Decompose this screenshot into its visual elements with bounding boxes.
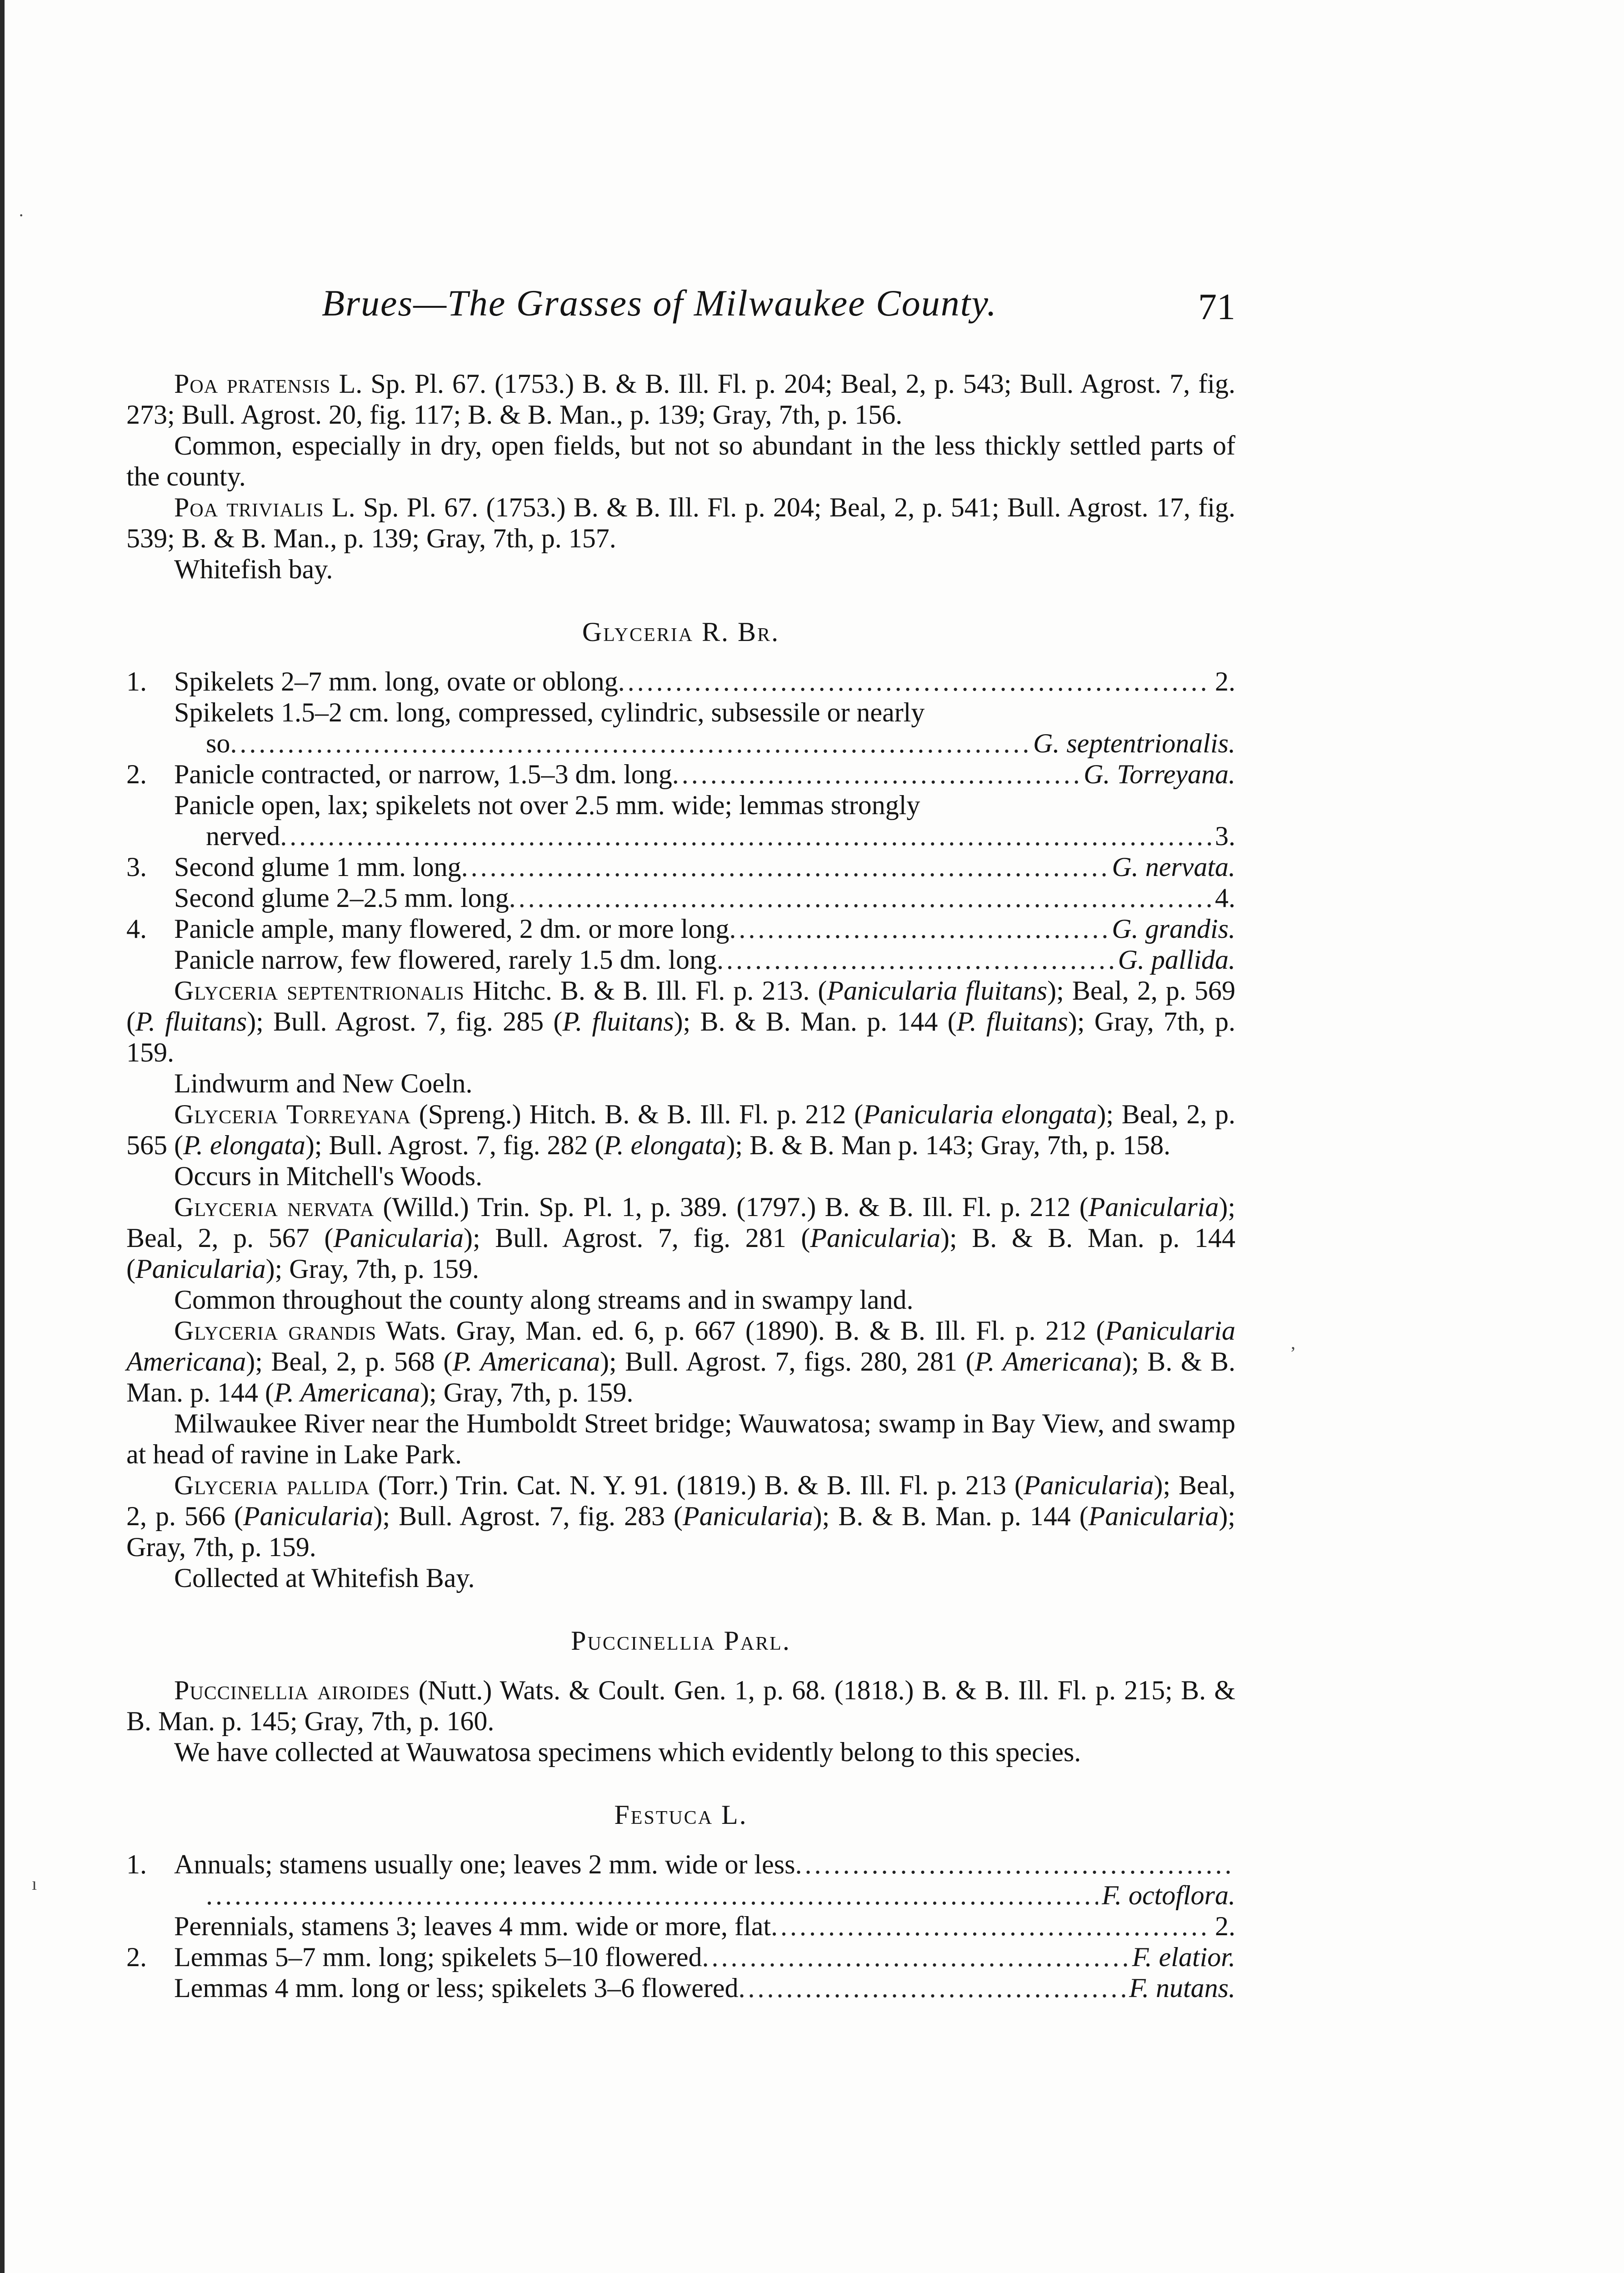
species-name: Glyceria septentrionalis (174, 976, 465, 1006)
page-header (126, 282, 1235, 332)
key-line: Spikelets 1.5–2 cm. long, compressed, cylindric, subsessile or nearly (174, 697, 925, 727)
identification-key-glyceria (126, 666, 1235, 975)
species-entry-glyceria-torreyana: Glyceria Torreyana (Spreng.) Hitch. B. & B. Ill. Fl. p. 212 (Panicularia elongata); Beal, 2, p. 565 (P. elongata); Bull. Agrost. 7, fig. 282 (P. elongata); B. & B. Man p. 143; Gray, 7th, p. 158. (126, 1099, 1235, 1160)
species-name: Glyceria grandis (174, 1316, 377, 1346)
key-line: 2. Lemmas 5–7 mm. long; spikelets 5–10 flowered ..... F. elatior. (126, 1942, 1235, 1973)
species-note: We have collected at Wauwatosa specimens which evidently belong to this species. (174, 1737, 1081, 1767)
species-name: Poa trivialis (174, 492, 324, 522)
scan-speck: ı (32, 1873, 37, 1894)
genus-heading-puccinellia: Puccinellia Parl. (571, 1626, 791, 1656)
scan-speck: · (18, 205, 25, 225)
key-line: Second glume 2–2.5 mm. long ..... 4. (126, 882, 1235, 913)
identification-key-festuca (126, 1849, 1235, 2003)
species-entry-glyceria-pallida: Glyceria pallida (Torr.) Trin. Cat. N. Y. 91. (1819.) B. & B. Ill. Fl. p. 213 (Panicularia); Beal, 2, p. 566 (Panicularia); Bull. Agrost. 7, fig. 283 (Panicularia); B. & B. Man. p. 144 (Panicularia); Gray, 7th, p. 159. (126, 1470, 1235, 1562)
key-line: ..... F. octoflora. (126, 1880, 1235, 1911)
species-entry-poa-trivialis (126, 492, 1235, 554)
species-entry-glyceria-septentrionalis: Glyceria septentrionalis Hitchc. B. & B. Ill. Fl. p. 213. (Panicularia fluitans); Beal, 2, p. 569 (P. fluitans); Bull. Agrost. 7, fig. 285 (P. fluitans); B. & B. Man. p. 144 (P. fluitans); Gray, 7th, p. 159. (126, 976, 1235, 1067)
scan-edge (0, 0, 5, 2273)
species-note: Milwaukee River near the Humboldt Street bridge; Wauwatosa; swamp in Bay View, and swamp at head of ravine in Lake Park. (126, 1408, 1235, 1469)
key-line: nerved ..... 3. (126, 821, 1235, 851)
running-head: Brues—The Grasses of Milwaukee County. (322, 282, 997, 324)
species-name: Puccinellia airoides (174, 1675, 410, 1705)
species-name: Glyceria pallida (174, 1470, 370, 1500)
species-citation: L. Sp. Pl. 67. (1753.) B. & B. Ill. Fl. p. 204; Beal, 2, p. 543; Bull. Agrost. 7, fig. 273; Bull. Agrost. 20, fig. 117; B. & B. Man., p. 139; Gray, 7th, p. 156. (126, 369, 1235, 430)
key-line: Lemmas 4 mm. long or less; spikelets 3–6 flowered ..... F. nutans. (126, 1973, 1235, 2003)
key-line: Panicle narrow, few flowered, rarely 1.5 dm. long ..... G. pallida. (126, 944, 1235, 975)
genus-heading-festuca: Festuca L. (614, 1800, 748, 1830)
species-entry-poa-pratensis (126, 368, 1235, 430)
species-entry-glyceria-grandis: Glyceria grandis Wats. Gray, Man. ed. 6, p. 667 (1890). B. & B. Ill. Fl. p. 212 (Panicularia Americana); Beal, 2, p. 568 (P. Americana); Bull. Agrost. 7, figs. 280, 281 (P. Americana); B. & B. Man. p. 144 (P. Americana); Gray, 7th, p. 159. (126, 1316, 1236, 1407)
species-citation: (Nutt.) Wats. & Coult. Gen. 1, p. 68. (1818.) B. & B. Ill. Fl. p. 215; B. & B. Man. p. 145; Gray, 7th, p. 160. (126, 1675, 1235, 1736)
species-note: Common, especially in dry, open fields, but not so abundant in the less thickly settled parts of the county. (126, 431, 1235, 491)
species-citation: L. Sp. Pl. 67. (1753.) B. & B. Ill. Fl. p. 204; Beal, 2, p. 541; Bull. Agrost. 17, fig. 539; B. & B. Man., p. 139; Gray, 7th, p. 157. (126, 492, 1235, 553)
species-name: Glyceria nervata (174, 1192, 375, 1222)
species-note: Collected at Whitefish Bay. (174, 1563, 475, 1593)
species-note: Occurs in Mitchell's Woods. (174, 1161, 483, 1191)
key-line: 1. Spikelets 2–7 mm. long, ovate or oblong ..... 2. (126, 666, 1235, 697)
species-note: Common throughout the county along streams and in swampy land. (174, 1285, 914, 1315)
key-line: Panicle open, lax; spikelets not over 2.5 mm. wide; lemmas strongly (174, 790, 920, 820)
key-line: 3. Second glume 1 mm. long ..... G. nervata. (126, 851, 1235, 882)
species-note: Whitefish bay. (174, 554, 333, 584)
scan-speck: , (1291, 1332, 1295, 1353)
key-line: 4. Panicle ample, many flowered, 2 dm. or more long ..... G. grandis. (126, 913, 1235, 944)
species-entry-glyceria-nervata: Glyceria nervata (Willd.) Trin. Sp. Pl. 1, p. 389. (1797.) B. & B. Ill. Fl. p. 212 (Panicularia); Beal, 2, p. 567 (Panicularia); Bull. Agrost. 7, fig. 281 (Panicularia); B. & B. Man. p. 144 (Panicularia); Gray, 7th, p. 159. (126, 1192, 1235, 1284)
key-line: 1. Annuals; stamens usually one; leaves 2 mm. wide or less ..... (126, 1849, 1235, 1880)
species-note: Lindwurm and New Coeln. (174, 1068, 473, 1098)
key-line: 2. Panicle contracted, or narrow, 1.5–3 dm. long ..... G. Torreyana. (126, 759, 1235, 790)
key-line: Perennials, stamens 3; leaves 4 mm. wide or more, flat ..... 2. (126, 1911, 1235, 1942)
page-body (126, 282, 1235, 2003)
species-name: Poa pratensis (174, 369, 331, 399)
genus-heading-glyceria: Glyceria R. Br. (582, 617, 780, 647)
species-entry-puccinellia-airoides (126, 1675, 1235, 1737)
species-name: Glyceria Torreyana (174, 1099, 411, 1129)
page-number: 71 (1198, 286, 1235, 327)
key-line: so ..... G. septentrionalis. (126, 728, 1235, 759)
